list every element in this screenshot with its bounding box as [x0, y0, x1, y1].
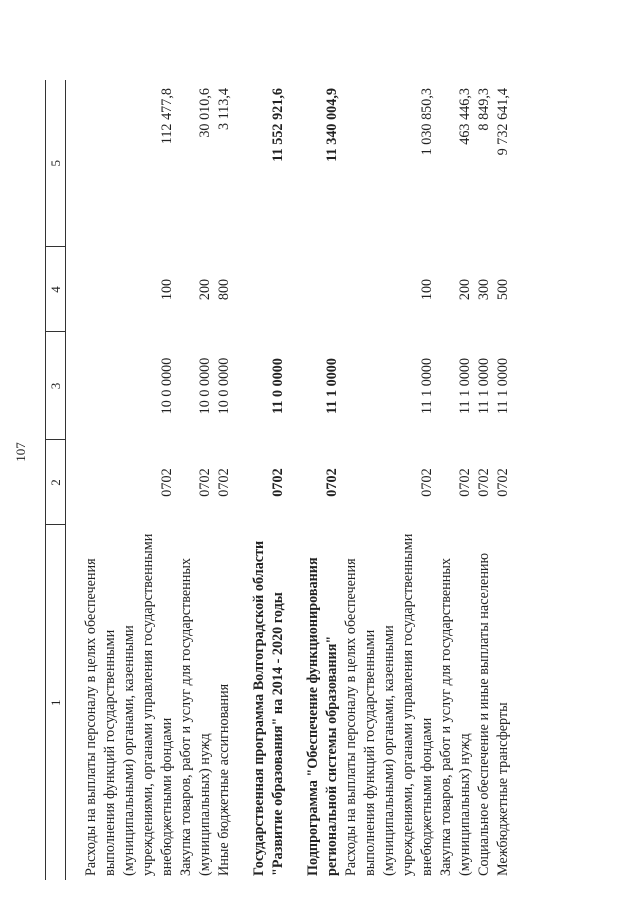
- row-name: Межбюджетные трансферты: [495, 702, 511, 876]
- row-target-code: 10 0 0000: [216, 357, 232, 415]
- row-target-code: 11 1 0000: [495, 357, 511, 415]
- row-section-code: 0702: [197, 468, 213, 497]
- row-name: Закупка товаров, работ и услуг для государственных (муниципальных) нужд: [178, 558, 213, 876]
- row-section-code: 0702: [159, 468, 175, 497]
- table-row: [250, 80, 288, 880]
- row-section-code: 0702: [476, 468, 492, 497]
- row-section-code: 0702: [270, 468, 286, 497]
- header-col-4: 4: [46, 247, 66, 332]
- table-row: [177, 80, 215, 880]
- row-name: Иные бюджетные ассигнования: [216, 683, 232, 876]
- row-section-code: 0702: [457, 468, 473, 497]
- row-name: Подпрограмма "Обеспечение функционирования региональной системы образования": [305, 557, 340, 876]
- row-amount: 11 340 004,9: [324, 88, 340, 162]
- row-expense-type: 300: [476, 278, 492, 301]
- table-header-row: [46, 80, 66, 880]
- row-amount: 3 113,4: [216, 88, 232, 131]
- table-row: [475, 80, 494, 880]
- row-target-code: 10 0 0000: [197, 357, 213, 415]
- row-section-code: 0702: [419, 468, 435, 497]
- header-col-1: 1: [46, 525, 66, 880]
- row-amount: 11 552 921,6: [270, 88, 286, 162]
- row-amount: 1 030 850,3: [419, 88, 435, 156]
- row-expense-type: 100: [419, 278, 435, 301]
- row-expense-type: 800: [216, 278, 232, 301]
- row-amount: 8 849,3: [476, 88, 492, 131]
- row-spacer: [288, 80, 304, 880]
- page-number: 107: [13, 442, 28, 462]
- row-expense-type: 200: [457, 278, 473, 301]
- table-row: [215, 80, 234, 880]
- row-name: Закупка товаров, работ и услуг для государственных (муниципальных) нужд: [438, 558, 473, 876]
- row-section-code: 0702: [495, 468, 511, 497]
- row-expense-type: [250, 247, 288, 332]
- row-spacer: [234, 80, 250, 880]
- header-col-2: 2: [46, 440, 66, 525]
- row-amount: 112 477,8: [159, 88, 175, 145]
- row-target-code: 11 1 0000: [476, 357, 492, 415]
- row-target-code: 11 1 0000: [457, 357, 473, 415]
- row-amount: 463 446,3: [457, 88, 473, 145]
- row-amount: 30 010,6: [197, 88, 213, 138]
- table-row: [304, 80, 342, 880]
- row-section-code: 0702: [324, 468, 340, 497]
- header-col-3: 3: [46, 332, 66, 440]
- header-col-5: 5: [46, 80, 66, 247]
- table-row: [342, 80, 437, 880]
- table-row: [494, 80, 513, 880]
- row-target-code: 11 0 0000: [270, 358, 286, 414]
- row-name: Расходы на выплаты персоналу в целях обеспечения выполнения функций государственными (муниципальными) органами, казенными учреждениями, органами управления государственными внебюджетными фондами: [83, 533, 175, 876]
- table-row: [437, 80, 475, 880]
- row-expense-type: [304, 247, 342, 332]
- row-amount: 9 732 641,4: [495, 88, 511, 156]
- row-name: Расходы на выплаты персоналу в целях обеспечения выполнения функций государственными (муниципальными) органами, казенными учреждениями, органами управления государственными внебюджетными фондами: [343, 533, 435, 876]
- row-target-code: 10 0 0000: [159, 357, 175, 415]
- table-row: [82, 80, 177, 880]
- row-expense-type: 100: [159, 278, 175, 301]
- row-expense-type: 500: [495, 278, 511, 301]
- row-target-code: 11 1 0000: [419, 357, 435, 415]
- row-expense-type: 200: [197, 278, 213, 301]
- table-body: [66, 80, 514, 880]
- budget-table-sheet: [45, 35, 590, 880]
- row-section-code: 0702: [216, 468, 232, 497]
- row-spacer: [66, 80, 83, 880]
- row-name: Государственная программа Волгоградской области "Развитие образования" на 2014 - 2020 годы: [251, 540, 286, 876]
- budget-table: [45, 80, 513, 880]
- row-name: Социальное обеспечение и иные выплаты населению: [476, 552, 492, 876]
- row-target-code: 11 1 0000: [324, 358, 340, 414]
